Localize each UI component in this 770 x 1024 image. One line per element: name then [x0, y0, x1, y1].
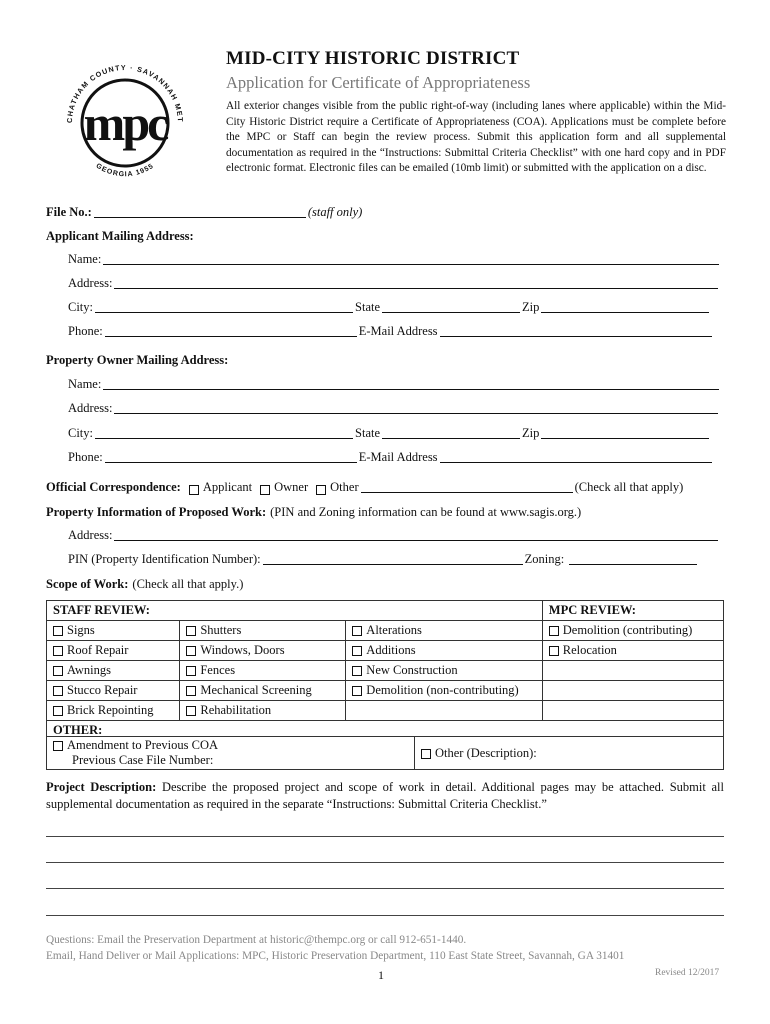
scope-item-additions[interactable]: Additions	[346, 641, 542, 661]
applicant-state-field[interactable]	[382, 300, 520, 313]
checkbox[interactable]	[352, 626, 362, 636]
description-line[interactable]	[46, 888, 724, 889]
owner-city-label: City:	[68, 426, 94, 440]
checkbox[interactable]	[186, 626, 196, 636]
owner-email-label: E-Mail Address	[358, 450, 438, 464]
property-pin-row	[68, 552, 699, 567]
applicant-phone-label: Phone:	[68, 324, 103, 338]
owner-phone-field[interactable]	[105, 450, 357, 463]
scope-label: Scope of Work:	[46, 577, 129, 591]
property-info-note: (PIN and Zoning information can be found at www.sagis.org.)	[270, 505, 582, 519]
scope-empty-cell	[542, 701, 723, 721]
applicant-zip-label: Zip	[522, 300, 540, 314]
applicant-phone-row	[68, 324, 714, 339]
other-table	[46, 736, 724, 770]
owner-email-field[interactable]	[440, 450, 712, 463]
correspondence-other-label: Other	[330, 480, 359, 494]
checkbox[interactable]	[352, 646, 362, 656]
amendment-checkbox[interactable]	[53, 741, 63, 751]
checkbox[interactable]	[53, 646, 63, 656]
scope-item-fences[interactable]: Fences	[180, 661, 346, 681]
scope-item-stucco-repair[interactable]: Stucco Repair	[47, 681, 180, 701]
scope-item-new-construction[interactable]: New Construction	[346, 661, 542, 681]
scope-row	[46, 577, 243, 592]
description-line[interactable]	[46, 862, 724, 863]
scope-item-mechanical-screening[interactable]: Mechanical Screening	[180, 681, 346, 701]
scope-item-rehabilitation[interactable]: Rehabilitation	[180, 701, 346, 721]
file-no-label: File No.:	[46, 205, 92, 219]
logo-mark: mpc	[83, 95, 167, 151]
applicant-name-field[interactable]	[103, 252, 719, 265]
property-address-field[interactable]	[114, 528, 718, 541]
other-description-label: Other (Description):	[435, 745, 537, 760]
scope-item-alterations[interactable]: Alterations	[346, 621, 542, 641]
checkbox[interactable]	[53, 666, 63, 676]
checkbox[interactable]	[186, 686, 196, 696]
other-description-checkbox[interactable]	[421, 749, 431, 759]
scope-item-brick-repointing[interactable]: Brick Repointing	[47, 701, 180, 721]
file-no-row	[46, 205, 362, 220]
checkbox[interactable]	[186, 706, 196, 716]
correspondence-note: (Check all that apply)	[574, 480, 684, 494]
logo-ring-text: CHATHAM COUNTY · SAVANNAH MET	[64, 62, 186, 124]
checkbox[interactable]	[549, 646, 559, 656]
scope-note: (Check all that apply.)	[132, 577, 244, 591]
scope-empty-cell	[346, 701, 542, 721]
zoning-field[interactable]	[569, 552, 697, 565]
correspondence-applicant-label: Applicant	[202, 480, 253, 494]
owner-state-field[interactable]	[382, 426, 520, 439]
scope-item-signs[interactable]: Signs	[47, 621, 180, 641]
description-line[interactable]	[46, 915, 724, 916]
owner-name-field[interactable]	[103, 377, 719, 390]
applicant-email-label: E-Mail Address	[358, 324, 438, 338]
correspondence-owner-label: Owner	[274, 480, 309, 494]
owner-heading: Property Owner Mailing Address:	[46, 353, 229, 367]
owner-zip-field[interactable]	[541, 426, 709, 439]
other-description-cell[interactable]	[415, 737, 724, 770]
owner-state-label: State	[355, 426, 381, 440]
previous-case-label: Previous Case File Number:	[72, 753, 214, 767]
correspondence-other-field[interactable]	[361, 480, 573, 493]
applicant-state-label: State	[355, 300, 381, 314]
scope-item-windows-doors[interactable]: Windows, Doors	[180, 641, 346, 661]
owner-city-row	[68, 426, 711, 441]
scope-item-demolition-contributing[interactable]: Demolition (contributing)	[542, 621, 723, 641]
property-info-label: Property Information of Proposed Work:	[46, 505, 267, 519]
applicant-name-row	[68, 252, 721, 267]
correspondence-other-checkbox[interactable]	[316, 485, 326, 495]
footer-questions: Questions: Email the Preservation Department at historic@thempc.org or call 912-651-1440.	[46, 934, 467, 946]
pin-field[interactable]	[263, 552, 523, 565]
applicant-name-label: Name:	[68, 252, 102, 266]
mpc-logo	[50, 48, 200, 198]
page-title: MID-CITY HISTORIC DISTRICT	[226, 48, 520, 69]
owner-address-label: Address:	[68, 401, 113, 415]
checkbox[interactable]	[352, 686, 362, 696]
scope-item-roof-repair[interactable]: Roof Repair	[47, 641, 180, 661]
project-description	[46, 779, 724, 813]
intro-paragraph: All exterior changes visible from the public right-of-way (including lanes where applicable) within the Mid-City Historic District require a Certificate of Appropriateness (COA). Applications must be complete before the MPC or Staff can begin the review process. Submit this application form and all supplemental documentation as required in the “Instructions: Submittal Criteria Checklist” with one hard copy and in PDF electronic format. Electronic files can be emailed (10mb limit) or submitted with the application on a disc.	[226, 100, 726, 174]
correspondence-row	[46, 480, 683, 495]
applicant-address-field[interactable]	[114, 276, 718, 289]
logo-bottom-text: GEORGIA 1955	[94, 162, 156, 179]
applicant-phone-field[interactable]	[105, 324, 357, 337]
checkbox[interactable]	[53, 706, 63, 716]
checkbox[interactable]	[186, 666, 196, 676]
applicant-address-row	[68, 276, 720, 291]
correspondence-applicant-checkbox[interactable]	[189, 485, 199, 495]
page-subtitle: Application for Certificate of Appropriateness	[226, 73, 531, 92]
project-description-label: Project Description:	[46, 780, 157, 794]
applicant-heading: Applicant Mailing Address:	[46, 229, 194, 243]
property-address-label: Address:	[68, 528, 113, 542]
revised-date: Revised 12/2017	[655, 968, 720, 978]
amendment-cell[interactable]	[47, 737, 415, 770]
owner-address-field[interactable]	[114, 401, 718, 414]
zoning-label: Zoning:	[524, 552, 565, 566]
owner-phone-row	[68, 450, 714, 465]
correspondence-owner-checkbox[interactable]	[260, 485, 270, 495]
property-address-row	[68, 528, 720, 543]
scope-empty-cell	[542, 661, 723, 681]
applicant-city-label: City:	[68, 300, 94, 314]
project-description-text: Describe the proposed project and scope of work in detail. Additional pages may be attached. Submit all supplemental documentation as required in the separate “Instructions: Submittal Criteria Checklist.”	[46, 780, 724, 811]
applicant-city-row	[68, 300, 711, 315]
description-line[interactable]	[46, 836, 724, 837]
scope-item-demolition-noncontributing[interactable]: Demolition (non-contributing)	[346, 681, 542, 701]
scope-item-relocation[interactable]: Relocation	[542, 641, 723, 661]
scope-item-shutters[interactable]: Shutters	[180, 621, 346, 641]
correspondence-label: Official Correspondence:	[46, 480, 181, 494]
amendment-label: Amendment to Previous COA	[67, 738, 219, 752]
file-no-note: (staff only)	[307, 205, 363, 219]
footer-submission: Email, Hand Deliver or Mail Applications: MPC, Historic Preservation Department, 110 East State Street, Savannah, GA 31401	[46, 950, 625, 962]
owner-name-label: Name:	[68, 377, 102, 391]
scope-item-awnings[interactable]: Awnings	[47, 661, 180, 681]
applicant-email-field[interactable]	[440, 324, 712, 337]
applicant-zip-field[interactable]	[541, 300, 709, 313]
applicant-address-label: Address:	[68, 276, 113, 290]
owner-phone-label: Phone:	[68, 450, 103, 464]
pin-label: PIN (Property Identification Number):	[68, 552, 261, 566]
scope-empty-cell	[542, 681, 723, 701]
other-heading: OTHER:	[47, 721, 724, 741]
page-number: 1	[378, 968, 384, 982]
applicant-city-field[interactable]	[95, 300, 353, 313]
checkbox[interactable]	[53, 686, 63, 696]
staff-review-heading: STAFF REVIEW:	[47, 601, 543, 621]
file-no-field[interactable]	[94, 205, 306, 218]
owner-name-row	[68, 377, 721, 392]
owner-city-field[interactable]	[95, 426, 353, 439]
checkbox[interactable]	[53, 626, 63, 636]
owner-address-row	[68, 401, 720, 416]
checkbox[interactable]	[186, 646, 196, 656]
checkbox[interactable]	[549, 626, 559, 636]
scope-table	[46, 600, 724, 740]
owner-zip-label: Zip	[522, 426, 540, 440]
property-info-row	[46, 505, 581, 520]
mpc-review-heading: MPC REVIEW:	[542, 601, 723, 621]
checkbox[interactable]	[352, 666, 362, 676]
